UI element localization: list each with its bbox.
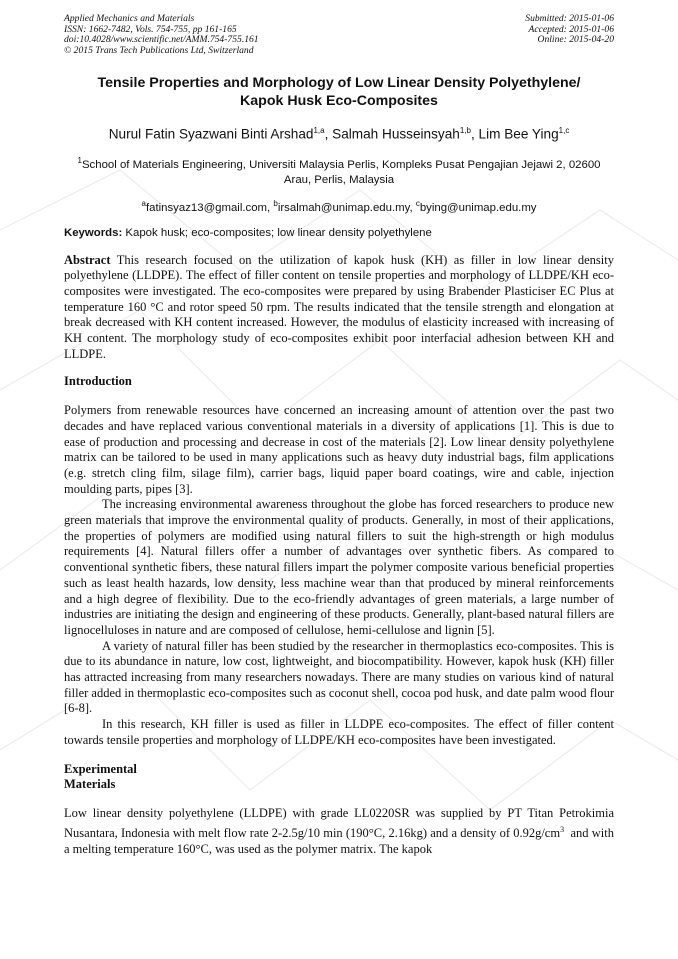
paper-page bbox=[64, 13, 618, 857]
materials-subheading: Materials bbox=[64, 777, 116, 792]
intro-paragraph-4: In this research, KH filler is used as filler in LLDPE eco-composites. The effect of filler content towards tensile properties and morphology of LLDPE/KH eco-composites have been investigated. bbox=[64, 717, 614, 747]
introduction-heading: Introduction bbox=[64, 374, 132, 389]
affiliation-superscript: 1 bbox=[77, 155, 82, 165]
author-list bbox=[64, 123, 614, 143]
keywords-text: Kapok husk; eco-composites; low linear density polyethylene bbox=[122, 226, 432, 239]
abstract-text: This research focused on the utilization of kapok husk (KH) as filler in low linear density polyethylene (LLDPE). The effect of filler content on tensile properties and morphology of LLDPE/KH eco-composites were investigated. The eco-composites were prepared by using Brabender Plasticiser EC Plus at temperature 160 °C and rotor speed 50 rpm. The results indicated that the tensile strength and elongation at break decreased with KH content increased. However, the modulus of elasticity increased with increasing of KH content. The morphology study of eco-composites exhibit poor interfacial adhesion between KH and LLDPE. bbox=[64, 252, 614, 361]
intro-paragraph-3: A variety of natural filler has been studied by the researcher in thermoplastics eco-composites. This is due to its abundance in nature, low cost, lightweight, and biocompatibility. However, kapok husk (KH) filler has attracted increasing from many researchers nowadays. There are many studies on various kind of natural filler added in thermoplastic eco-composites such as coconut shell, cocoa pod husk, and date palm wood flour [6-8]. bbox=[64, 638, 614, 716]
online-date: Online: 2015-04-20 bbox=[537, 34, 614, 46]
email-list bbox=[64, 196, 614, 216]
experimental-heading: Experimental bbox=[64, 761, 137, 776]
intro-paragraph-2: The increasing environmental awareness throughout the globe has forced researchers to produce new green materials that improve the environmental quality of products. Generally, in most of their applications, the properties of polymers are modified using natural fillers to suit the high-strength or high modulus requirements [4]. Natural fillers offer a number of advantages over synthetic fibers. As compared to conventional synthetic fibers, these natural fillers impart the polymer composite various beneficial properties such as least health hazards, low density, less machine wear than that produced by mineral reinforcements and a high degree of flexibility. Due to the eco-friendly advantages of green materials, a large number of industries are initiating the design and engineering of these products. Generally, plant-based natural fillers are lignocelluloses in nature and are composed of cellulose, hemi-cellulose and lignin [5]. bbox=[64, 497, 614, 637]
intro-paragraph-1: Polymers from renewable resources have concerned an increasing amount of attention over the past two decades and have replaced various conventional materials in a diversity of applications [1]. This is due to ease of production and processing and decrease in cost of the materials [2]. Low linear density polyethylene matrix can be tailored to be used in many applications such as heavy duty industrial bags, film applications (e.g. stretch cling film, silage film), carrier bags, liquid paper board coatings, wire and cable, injection moulding parts, pipes [3]. bbox=[64, 403, 614, 496]
keywords-label: Keywords: bbox=[64, 226, 123, 239]
email-address[interactable]: bying@unimap.edu.my bbox=[419, 201, 537, 214]
abstract-label: Abstract bbox=[64, 252, 111, 267]
author-superscript: 1,c bbox=[558, 126, 570, 136]
author-name: Lim Bee Ying bbox=[478, 126, 559, 142]
affiliation bbox=[64, 153, 614, 188]
journal-name: Applied Mechanics and Materials bbox=[64, 13, 195, 24]
email-superscript: c bbox=[415, 198, 420, 208]
abstract bbox=[64, 253, 614, 363]
accepted-date: Accepted: 2015-01-06 bbox=[528, 23, 614, 35]
paper-title bbox=[64, 74, 614, 110]
journal-header bbox=[64, 14, 614, 56]
email-separator: , bbox=[409, 201, 416, 214]
materials-text-2: and with a melting temperature 160°C, was used as the polymer matrix. The kapok bbox=[64, 825, 618, 856]
header-left bbox=[64, 14, 259, 56]
email-superscript: b bbox=[273, 198, 278, 208]
author-separator: , bbox=[470, 126, 479, 142]
materials-paragraph bbox=[64, 806, 618, 857]
header-right bbox=[525, 14, 614, 56]
email-address[interactable]: fatinsyaz13@gmail.com bbox=[145, 201, 268, 214]
doi-line: doi:10.4028/www.scientific.net/AMM.754-755.161 bbox=[64, 34, 259, 46]
email-superscript: a bbox=[141, 198, 146, 208]
materials-text-1: Low linear density polyethylene (LLDPE) with grade LL0220SR was supplied by PT Titan Petrokimia Nusantara, Indonesia with melt flow rate 2-2.5g/10 min (190°C, 2.16kg) and a density of 0.92g/cm bbox=[64, 806, 614, 840]
author-separator: , bbox=[324, 126, 333, 142]
email-address[interactable]: irsalmah@unimap.edu.my bbox=[277, 201, 410, 214]
affiliation-text: School of Materials Engineering, Universiti Malaysia Perlis, Kompleks Pusat Pengajian Jejawi 2, 02600 Arau, Perlis, Malaysia bbox=[81, 158, 601, 186]
title-line-2: Kapok Husk Eco-Composites bbox=[240, 93, 438, 110]
author-name: Nurul Fatin Syazwani Binti Arshad bbox=[108, 126, 314, 142]
copyright-line: © 2015 Trans Tech Publications Ltd, Switzerland bbox=[64, 44, 254, 56]
author-name: Salmah Husseinsyah bbox=[332, 126, 460, 142]
title-line-1: Tensile Properties and Morphology of Low Linear Density Polyethylene/ bbox=[97, 75, 581, 92]
materials-superscript: 3 bbox=[560, 824, 565, 834]
issn-line: ISSN: 1662-7482, Vols. 754-755, pp 161-165 bbox=[64, 23, 237, 35]
keywords bbox=[64, 226, 614, 241]
submitted-date: Submitted: 2015-01-06 bbox=[525, 13, 614, 24]
email-separator: , bbox=[267, 201, 274, 214]
author-superscript: 1,b bbox=[459, 126, 471, 136]
author-superscript: 1,a bbox=[313, 126, 325, 136]
